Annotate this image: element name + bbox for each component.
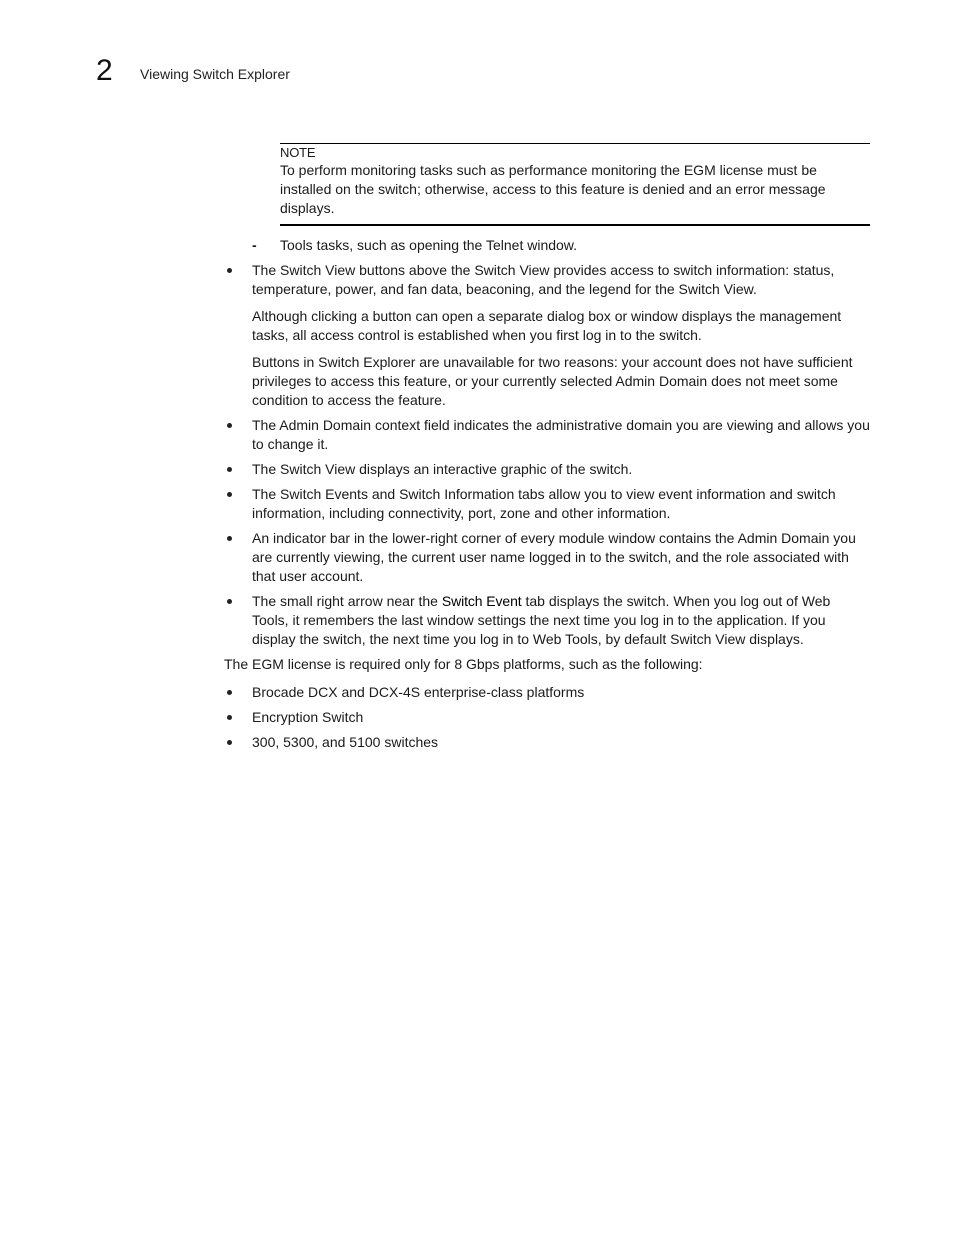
chapter-number: 2 — [96, 54, 113, 87]
bullet-icon — [227, 536, 232, 541]
platform-text: Encryption Switch — [252, 709, 364, 725]
bullet-item-admin-domain — [224, 416, 870, 454]
platform-item — [224, 733, 870, 752]
bullet-icon — [227, 492, 232, 497]
note-text: To perform monitoring tasks such as performance monitoring the EGM license must be installed on the switch; otherwise, access to this feature is denied and an error message displays. — [280, 162, 826, 216]
bullet-item-tabs — [224, 485, 870, 523]
chapter-title: Viewing Switch Explorer — [140, 66, 290, 82]
platform-item — [224, 683, 870, 702]
note-label: NOTE — [280, 145, 316, 160]
bullet-item-right-arrow — [224, 592, 870, 649]
note-box — [280, 143, 870, 226]
bullet-paragraph: The Admin Domain context field indicates the administrative domain you are viewing and allows you to change it. — [252, 417, 870, 452]
bullet-item-switch-view-buttons — [224, 261, 870, 410]
bullet-item-indicator-bar — [224, 529, 870, 586]
bullet-icon — [227, 740, 232, 745]
platform-text: 300, 5300, and 5100 switches — [252, 734, 439, 750]
bullet-item-switch-view — [224, 460, 870, 479]
switch-event-term: Switch Event — [441, 593, 522, 609]
bullet-paragraph: The Switch View displays an interactive graphic of the switch. — [252, 461, 633, 477]
dash-list-item — [224, 236, 870, 255]
bullet-icon — [227, 690, 232, 695]
platform-item — [224, 708, 870, 727]
bullet-paragraph: Buttons in Switch Explorer are unavailable for two reasons: your account does not have sufficient privileges to access this feature, or your currently selected Admin Domain does not meet some condition to access the feature. — [252, 354, 853, 408]
egm-intro: The EGM license is required only for 8 Gbps platforms, such as the following: — [224, 656, 703, 672]
body-content — [224, 236, 870, 758]
bullet-icon — [227, 599, 232, 604]
bullet-paragraph: The Switch Events and Switch Information tabs allow you to view event information and switch information, including connectivity, port, zone and other information. — [252, 486, 836, 521]
bullet-paragraph: Although clicking a button can open a separate dialog box or window displays the management tasks, all access control is established when you first log in to the switch. — [252, 308, 842, 343]
dash-mark: - — [252, 237, 257, 253]
bullet-icon — [227, 715, 232, 720]
arrow-text-after: tab displays the switch. When you log out of Web Tools, it remembers the last window settings the next time you log in to the application. If you display the switch, the next time you log in to Web Tools, by default Switch View displays. — [252, 593, 831, 647]
bullet-icon — [227, 423, 232, 428]
platform-text: Brocade DCX and DCX-4S enterprise-class platforms — [252, 684, 585, 700]
arrow-text-before: The small right arrow near the — [252, 593, 442, 609]
bullet-icon — [227, 268, 232, 273]
bullet-paragraph: An indicator bar in the lower-right corner of every module window contains the Admin Domain you are currently viewing, the current user name logged in to the switch, and the role associated with that user account. — [252, 530, 856, 584]
bullet-paragraph — [252, 592, 870, 649]
bullet-icon — [227, 467, 232, 472]
bullet-paragraph: The Switch View buttons above the Switch View provides access to switch information: status, temperature, power, and fan data, beaconing, and the legend for the Switch View. — [252, 262, 835, 297]
dash-item-text: Tools tasks, such as opening the Telnet window. — [280, 237, 578, 253]
